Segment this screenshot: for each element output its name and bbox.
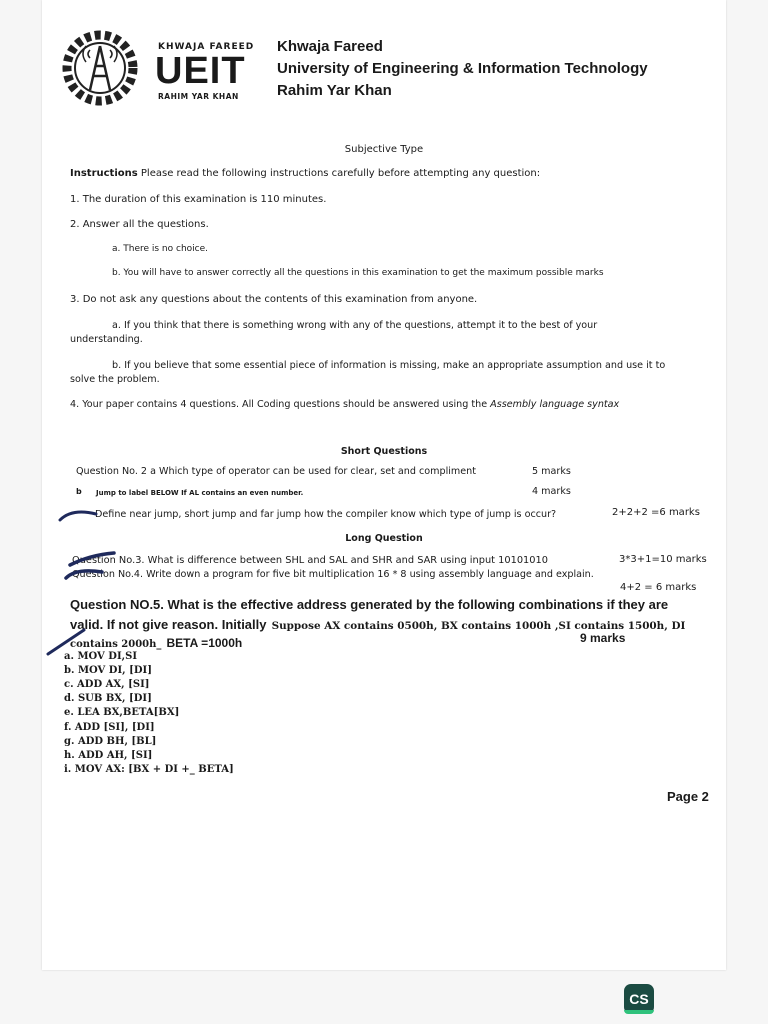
question-2c-marks: 2+2+2 =6 marks [612,507,700,518]
scanner-badge-icon: CS [624,984,654,1014]
question-2b: Jump to label BELOW If AL contains an even number. [96,489,304,497]
long-question-heading: Long Question [345,533,423,544]
logo-top-text: KHWAJA FAREED [158,42,255,52]
instructions-heading: Instructions [70,168,138,179]
question-2c: Define near jump, short jump and far jump how the compiler know which type of jump is occur? [95,509,557,520]
instruction-3b-line1: b. If you believe that some essential piece of information is missing, make an appropriate assumption and use it to [112,360,666,371]
pen-mark-2c-icon [58,508,98,524]
question-4-marks: 4+2 = 6 marks [620,582,697,593]
question-5-line2-values: Suppose AX contains 0500h, BX contains 1000h ,SI contains 1500h, DI [271,620,686,632]
question-5-option: e. LEA BX,BETA[BX] [64,707,180,719]
question-4: Question No.4. Write down a program for five bit multiplication 16 * 8 using assembly language and explain. [72,569,594,580]
header-line-1: Khwaja Fareed [277,38,383,55]
pen-mark-q5-icon [46,628,86,656]
question-5-option: f. ADD [SI], [DI] [64,721,155,733]
question-5-option: g. ADD BH, [BL] [64,735,157,747]
scanner-badge-accent [624,1010,654,1014]
question-2a: Question No. 2 a Which type of operator can be used for clear, set and compliment [76,466,477,477]
question-5-line1: Question NO.5. What is the effective address generated by the following combinations if they are [70,597,669,612]
section-title: Subjective Type [344,144,424,155]
question-5-option: d. SUB BX, [DI] [64,693,152,705]
instruction-3a-line2: understanding. [70,334,143,345]
question-5-option: a. MOV DI,SI [64,651,138,662]
question-5-line3 [70,632,242,651]
instruction-3: 3. Do not ask any questions about the contents of this examination from anyone. [70,294,478,305]
question-5-marks: 9 marks [580,631,626,645]
question-5-option: b. MOV DI, [DI] [64,665,152,677]
instruction-4-italic: Assembly language syntax [490,399,620,410]
pen-mark-q4-icon [64,566,104,584]
instruction-4-text: 4. Your paper contains 4 questions. All Coding questions should be answered using the [70,399,488,410]
instruction-2a: a. There is no choice. [112,244,209,254]
question-2a-marks: 5 marks [532,466,571,477]
question-2b-marks: 4 marks [532,486,571,497]
header-line-3: Rahim Yar Khan [277,82,392,99]
ueit-gear-logo-icon [60,28,150,108]
question-5-option: h. ADD AH, [SI] [64,749,153,761]
instruction-3a-line1: a. If you think that there is something wrong with any of the questions, attempt it to the best of your [112,320,598,331]
logo-main-text: UEIT [155,50,246,92]
header-line-2: University of Engineering & Information Technology [277,60,648,77]
question-3-marks: 3*3+1=10 marks [619,554,707,565]
instruction-2b: b. You will have to answer correctly all the questions in this examination to get the maximum possible marks [112,268,604,278]
short-questions-heading: Short Questions [340,446,428,457]
question-5-option: i. MOV AX: [BX + DI +_ BETA] [64,763,234,775]
logo-bottom-text: RAHIM YAR KHAN [158,92,239,101]
question-3: Question No.3. What is difference between SHL and SAL and SHR and SAR using input 10101010 [72,555,548,566]
instructions-text: Please read the following instructions carefully before attempting any question: [140,168,541,179]
instructions-intro [70,168,540,179]
instruction-2: 2. Answer all the questions. [70,219,209,230]
instruction-4 [70,399,619,410]
instruction-3b-line2: solve the problem. [70,374,160,385]
question-5-option: c. ADD AX, [SI] [64,679,150,691]
question-5-line2-bold: valid. If not give reason. Initially [70,617,267,632]
question-2b-label: b [76,487,82,496]
instruction-1: 1. The duration of this examination is 110 minutes. [70,194,327,205]
question-5-beta: BETA =1000h [166,636,243,650]
question-5-line3-values: contains 2000h_ [70,639,162,650]
page-number: Page 2 [667,789,709,804]
